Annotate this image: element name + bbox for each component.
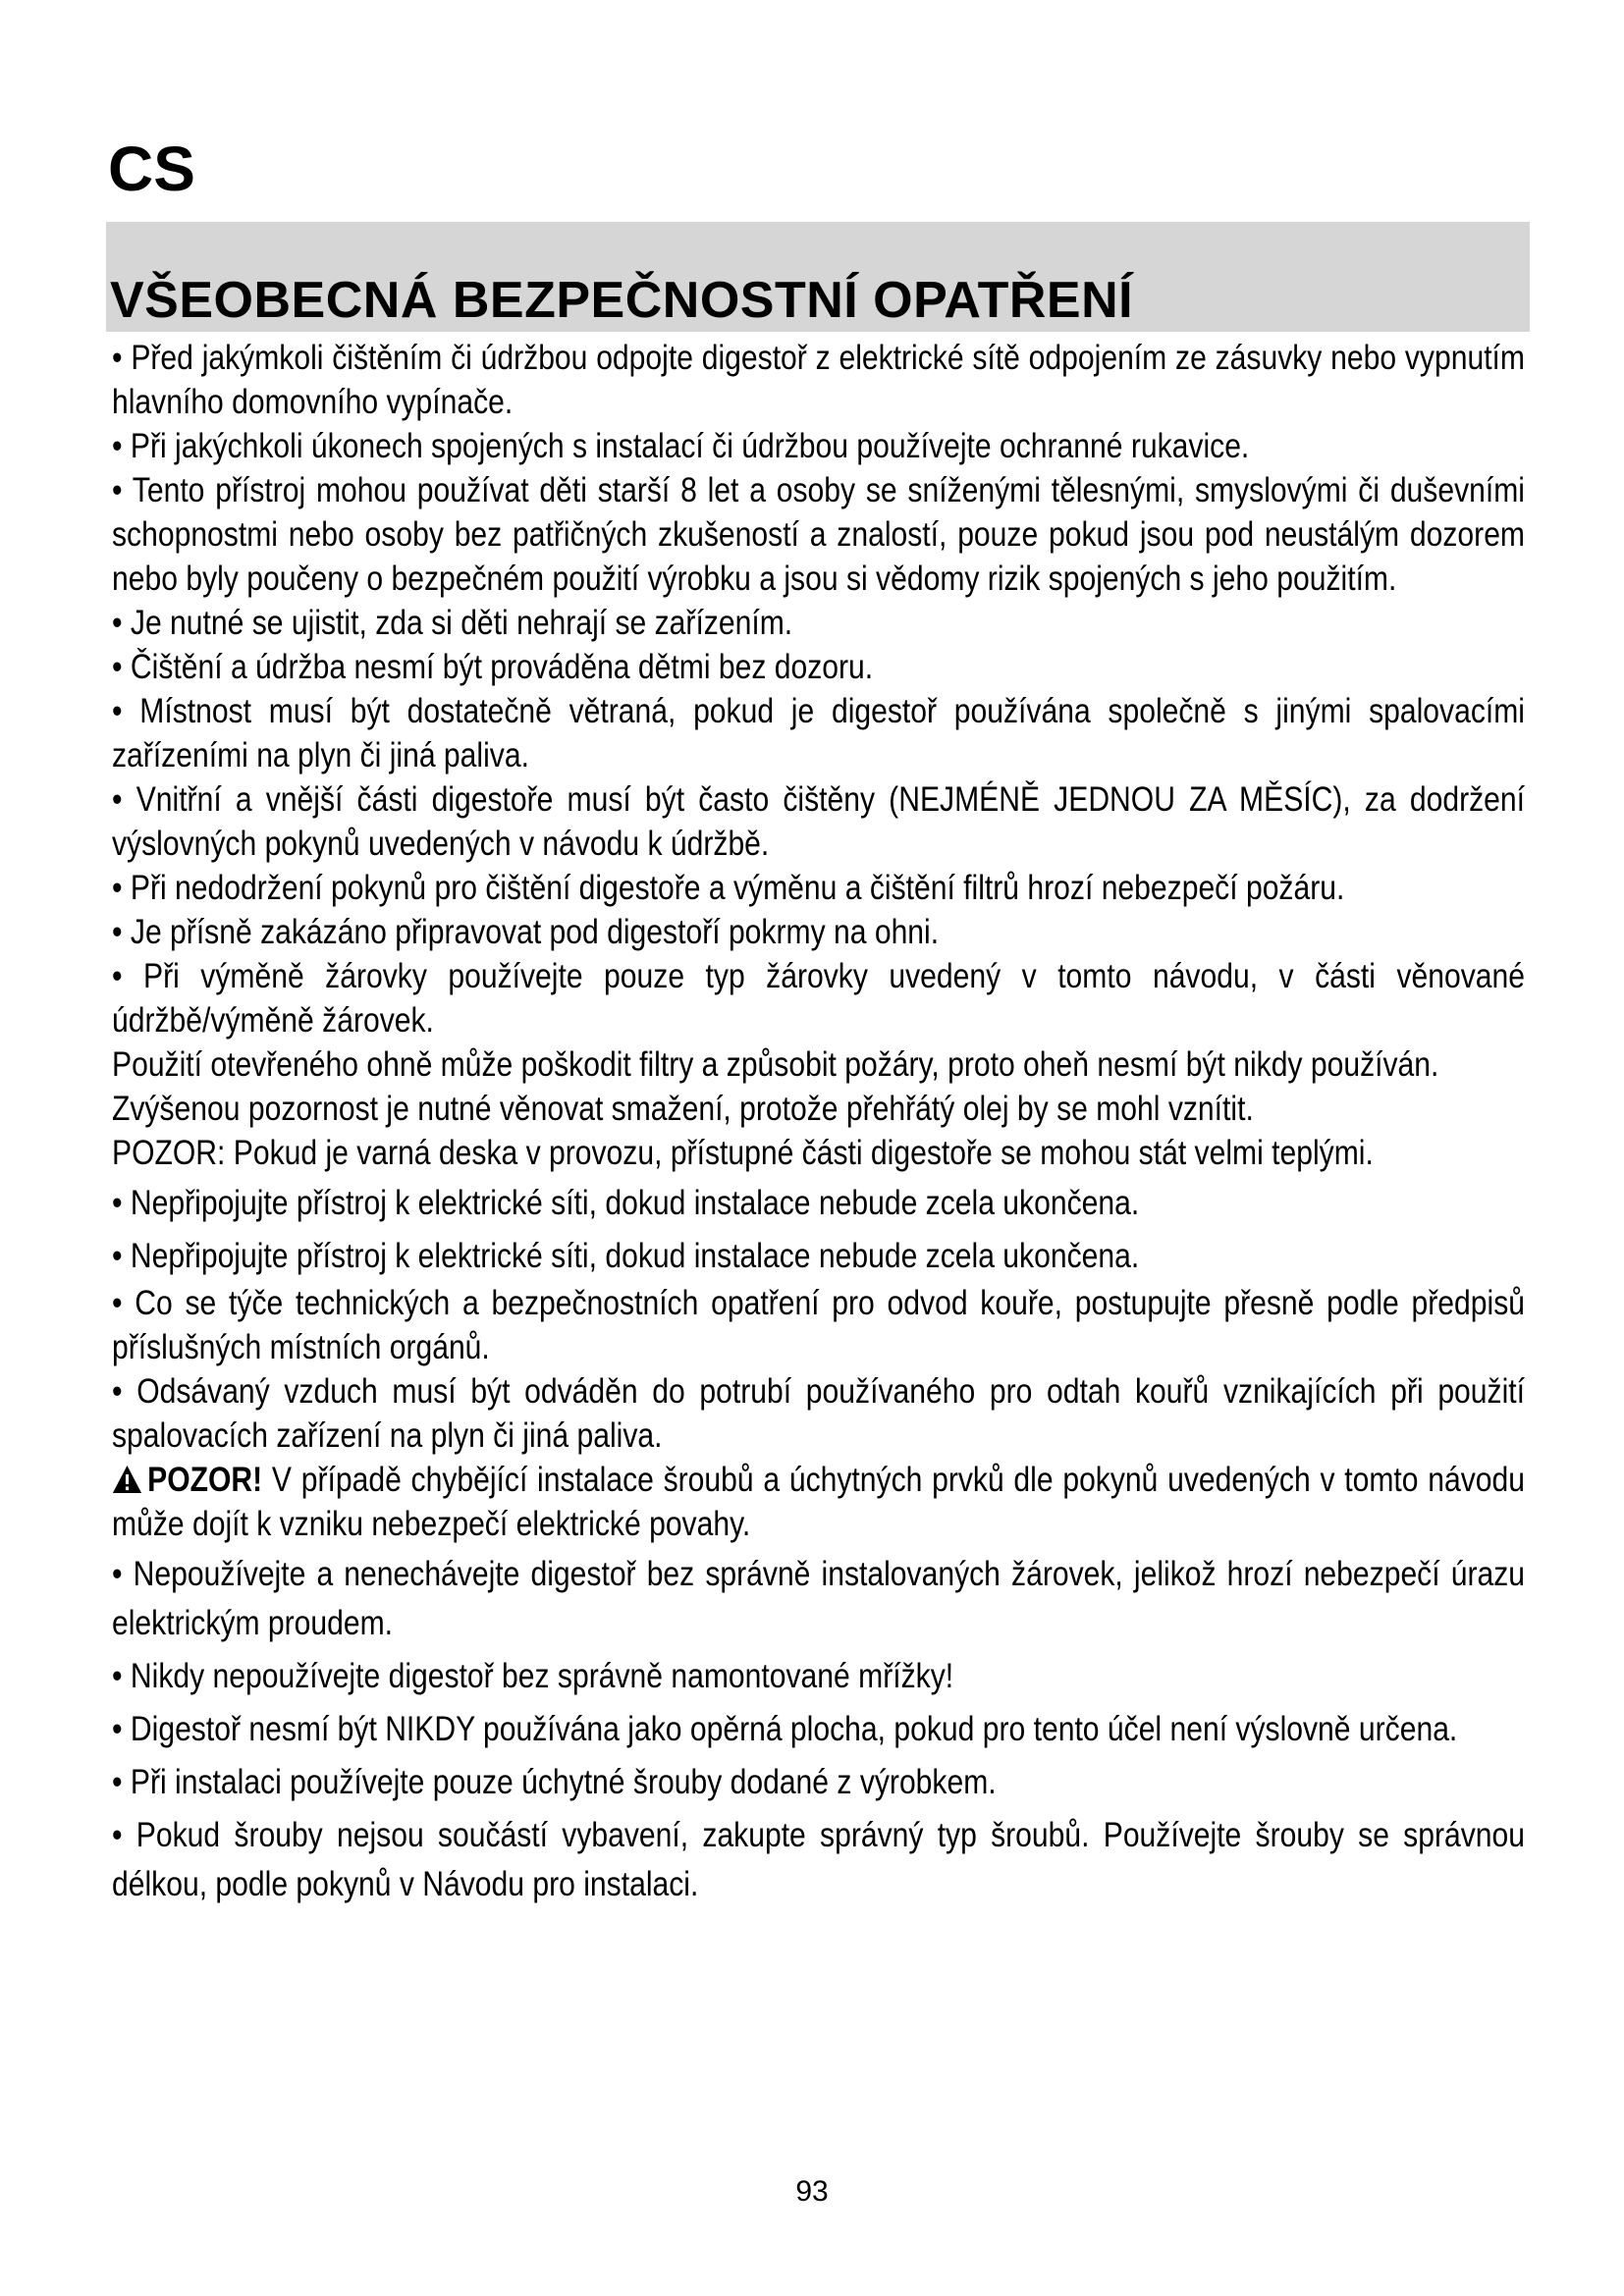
warning-text: V případě chybějící instalace šroubů a úchytných prvků dle pokynů uvedených v tomto návodu může dojít k vzniku nebezpečí elektrické povahy. xyxy=(112,1461,1526,1543)
paragraph: • Odsávaný vzduch musí být odváděn do potrubí používaného pro odtah kouřů vznikajících při použití spalovacích zařízení na plyn či jiná paliva. xyxy=(112,1372,1526,1455)
paragraph: • Pokud šrouby nejsou součástí vybavení, zakupte správný typ šroubů. Používejte šrouby se správnou délkou, podle pokynů v Návodu pro instalaci. xyxy=(112,1816,1526,1903)
warning-triangle-icon xyxy=(112,1465,142,1494)
paragraph: • Nepřipojujte přístroj k elektrické síti, dokud instalace nebude zcela ukončena. xyxy=(112,1237,1140,1275)
paragraph: • Nepřipojujte přístroj k elektrické síti, dokud instalace nebude zcela ukončena. xyxy=(112,1184,1140,1222)
paragraph: • Tento přístroj mohou používat děti starší 8 let a osoby se sníženými tělesnými, smyslovými či duševními schopnostmi nebo osoby bez patřičných zkušeností a znalostí, pouze pokud jsou pod neustálým dozorem nebo byly poučeny o bezpečném použití výrobku a jsou si vědomy rizik spojených s jeho použitím. xyxy=(112,471,1526,598)
paragraph: • Co se týče technických a bezpečnostních opatření pro odvod kouře, postupujte přesně podle předpisů příslušných místních orgánů. xyxy=(112,1284,1526,1366)
language-code: CS xyxy=(108,133,195,204)
paragraph: • Místnost musí být dostatečně větraná, pokud je digestoř používána společně s jinými spalovacími zařízeními na plyn či jiná paliva. xyxy=(112,692,1526,774)
section-title: VŠEOBECNÁ BEZPEČNOSTNÍ OPATŘENÍ xyxy=(110,272,1134,329)
paragraph: POZOR: Pokud je varná deska v provozu, přístupné části digestoře se mohou stát velmi teplými. xyxy=(112,1134,1374,1172)
paragraph: • Nikdy nepoužívejte digestoř bez správně namontované mřížky! xyxy=(112,1657,954,1695)
paragraph: • Při instalaci používejte pouze úchytné šrouby dodané z výrobkem. xyxy=(112,1763,997,1801)
paragraph: • Při výměně žárovky používejte pouze typ žárovky uvedený v tomto návodu, v části věnované údržbě/výměně žárovek. xyxy=(112,957,1526,1040)
paragraph: • Je nutné se ujistit, zda si děti nehrají se zařízením. xyxy=(112,604,793,642)
paragraph: • Vnitřní a vnější části digestoře musí být často čištěny (NEJMÉNĚ JEDNOU ZA MĚSÍC), za dodržení výslovných pokynů uvedených v návodu k údržbě. xyxy=(112,780,1526,863)
paragraph: • Při nedodržení pokynů pro čištění digestoře a výměnu a čištění filtrů hrozí nebezpečí požáru. xyxy=(112,869,1345,907)
paragraph: Zvýšenou pozornost je nutné věnovat smažení, protože přehřátý olej by se mohl vznítit. xyxy=(112,1090,1254,1128)
paragraph: • Je přísně zakázáno připravovat pod digestoří pokrmy na ohni. xyxy=(112,913,940,951)
warning-paragraph xyxy=(112,1458,1525,1546)
section-title-bar xyxy=(106,222,1530,332)
warning-label: POZOR! xyxy=(147,1461,263,1499)
paragraph: • Čištění a údržba nesmí být prováděna dětmi bez dozoru. xyxy=(112,648,874,686)
paragraph: • Před jakýmkoli čištěním či údržbou odpojte digestoř z elektrické sítě odpojením ze zásuvky nebo vypnutím hlavního domovního vypínače. xyxy=(112,339,1526,421)
safety-instructions xyxy=(112,336,1526,1909)
page-number: 93 xyxy=(795,2175,829,2208)
paragraph: • Nepoužívejte a nenechávejte digestoř bez správně instalovaných žárovek, jelikož hrozí nebezpečí úrazu elektrickým proudem. xyxy=(112,1555,1526,1642)
paragraph: Použití otevřeného ohně může poškodit filtry a způsobit požáry, proto oheň nesmí být nikdy používán. xyxy=(112,1045,1439,1084)
paragraph: • Digestoř nesmí být NIKDY používána jako opěrná plocha, pokud pro tento účel není výslovně určena. xyxy=(112,1710,1458,1748)
paragraph: • Při jakýchkoli úkonech spojených s instalací či údržbou používejte ochranné rukavice. xyxy=(112,427,1250,465)
